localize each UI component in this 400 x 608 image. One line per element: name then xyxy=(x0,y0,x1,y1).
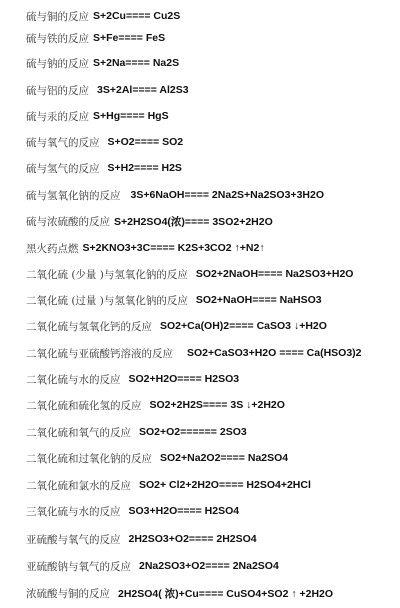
reaction-label: 二氧化硫与亚硫酸钙溶液的反应 xyxy=(26,347,173,360)
reaction-equation: SO2+2H2S==== 3S ↓+2H2O xyxy=(149,399,285,411)
reaction-row xyxy=(26,266,396,282)
reaction-equation: 2H2SO3+O2==== 2H2SO4 xyxy=(128,533,257,545)
reaction-row xyxy=(26,108,396,124)
reaction-row xyxy=(26,8,396,24)
reaction-label: 亚硫酸与氧气的反应 xyxy=(26,533,121,546)
reaction-equation: SO3+H2O==== H2SO4 xyxy=(128,505,240,517)
reaction-equation: SO2+ Cl2+2H2O==== H2SO4+2HCl xyxy=(139,479,311,491)
reaction-row xyxy=(26,477,396,493)
reaction-equation: S+Hg==== HgS xyxy=(93,110,169,122)
reaction-equation: 3S+2Al==== Al2S3 xyxy=(97,84,189,96)
reaction-label: 二氧化硫和氧气的反应 xyxy=(26,426,131,439)
reaction-equation: S+2H2SO4(浓)==== 3SO2+2H2O xyxy=(114,215,273,228)
reaction-equation: SO2+NaOH==== NaHSO3 xyxy=(195,294,322,306)
reaction-label: 二氧化硫与水的反应 xyxy=(26,373,121,386)
reaction-label: 二氧化硫 (少量 )与氢氧化钠的反应 xyxy=(26,268,188,281)
reaction-equation: S+2Na==== Na2S xyxy=(93,57,180,69)
reaction-row xyxy=(26,82,396,98)
reaction-row xyxy=(26,558,396,574)
reaction-label: 二氧化硫 (过量 )与氢氧化钠的反应 xyxy=(26,294,188,307)
reaction-equation: 2H2SO4( 浓)+Cu==== CuSO4+SO2 ↑ +2H2O xyxy=(118,587,334,600)
reaction-equation: S+O2==== SO2 xyxy=(107,136,184,148)
reaction-label: 硫与铁的反应 xyxy=(26,32,89,45)
reaction-label: 二氧化硫和氯水的反应 xyxy=(26,479,131,492)
reaction-equation: SO2+O2====== 2SO3 xyxy=(139,426,247,438)
reaction-label: 二氧化硫和硫化氢的反应 xyxy=(26,399,142,412)
reaction-equation: S+Fe==== FeS xyxy=(93,32,166,44)
reaction-label: 硫与铜的反应 xyxy=(26,10,89,23)
reaction-equation: SO2+2NaOH==== Na2SO3+H2O xyxy=(195,268,354,280)
reaction-equation: SO2+Na2O2==== Na2SO4 xyxy=(160,452,289,464)
reaction-equation: SO2+CaSO3+H2O ==== Ca(HSO3)2 xyxy=(187,347,362,359)
reaction-row xyxy=(26,397,396,413)
reaction-label: 三氧化硫与水的反应 xyxy=(26,505,121,518)
reaction-equation: S+2KNO3+3C==== K2S+3CO2 ↑+N2↑ xyxy=(82,242,265,254)
reaction-label: 硫与铝的反应 xyxy=(26,84,89,97)
reaction-equation: S+H2==== H2S xyxy=(107,162,182,174)
reaction-row xyxy=(26,213,396,229)
reaction-equation: 3S+6NaOH==== 2Na2S+Na2SO3+3H2O xyxy=(130,189,325,201)
reaction-row xyxy=(26,187,396,203)
reaction-label: 硫与浓硫酸的反应 xyxy=(26,215,110,228)
reaction-label: 黑火药点燃 xyxy=(26,242,79,255)
reaction-row xyxy=(26,292,396,308)
reaction-row xyxy=(26,30,396,46)
reaction-row xyxy=(26,450,396,466)
reaction-label: 硫与氢氧化钠的反应 xyxy=(26,189,121,202)
reaction-row xyxy=(26,531,396,547)
reaction-row xyxy=(26,424,396,440)
reaction-row xyxy=(26,371,396,387)
reaction-label: 浓硫酸与铜的反应 xyxy=(26,587,110,600)
reaction-row xyxy=(26,345,396,361)
reaction-row xyxy=(26,503,396,519)
reaction-row xyxy=(26,55,396,71)
reaction-label: 硫与氧气的反应 xyxy=(26,136,100,149)
reaction-equation: 2Na2SO3+O2==== 2Na2SO4 xyxy=(139,560,279,572)
reaction-row xyxy=(26,134,396,150)
reaction-label: 硫与氢气的反应 xyxy=(26,162,100,175)
reaction-equation: S+2Cu==== Cu2S xyxy=(93,10,181,22)
reaction-label: 硫与汞的反应 xyxy=(26,110,89,123)
reaction-label: 二氧化硫和过氧化钠的反应 xyxy=(26,452,152,465)
reaction-row xyxy=(26,240,396,256)
reaction-label: 亚硫酸钠与氧气的反应 xyxy=(26,560,131,573)
reaction-row xyxy=(26,318,396,334)
reaction-row xyxy=(26,160,396,176)
reaction-label: 二氧化硫与氢氧化钙的反应 xyxy=(26,320,152,333)
reaction-equation: SO2+H2O==== H2SO3 xyxy=(128,373,240,385)
reaction-row xyxy=(26,585,396,601)
reaction-equation: SO2+Ca(OH)2==== CaSO3 ↓+H2O xyxy=(160,320,327,332)
reaction-label: 硫与钠的反应 xyxy=(26,57,89,70)
